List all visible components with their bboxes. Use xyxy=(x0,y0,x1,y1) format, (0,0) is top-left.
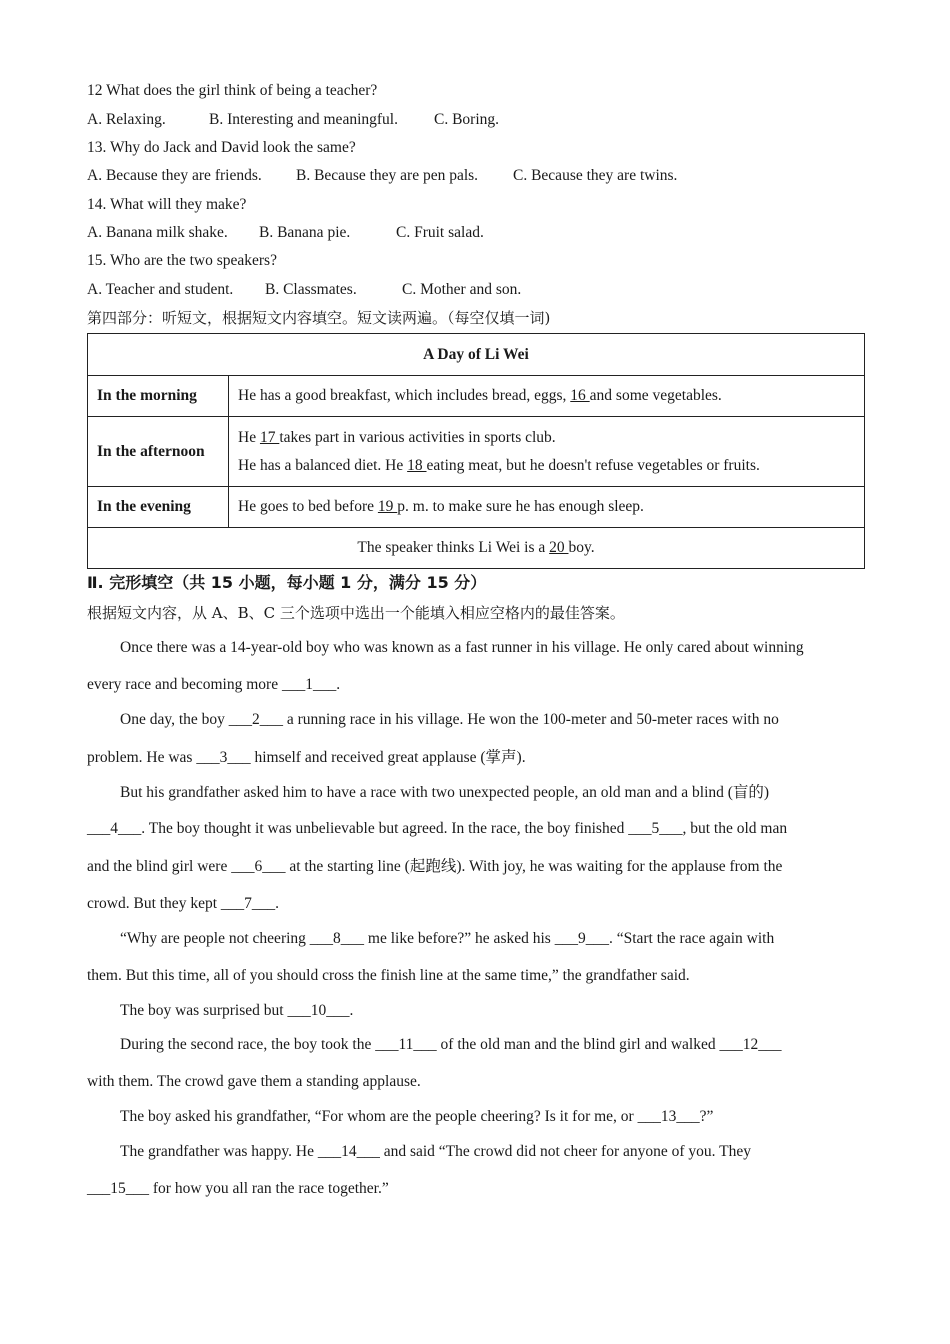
passage-line-16: ___15___ for how you all ran the race together.” xyxy=(87,1180,389,1197)
row-content-afternoon: He 17 takes part in various activities in sports club. He has a balanced diet. He 18 eating meat, but he doesn't refuse vegetables or fruits. xyxy=(229,417,865,487)
q13-option-a: A. Because they are friends. xyxy=(87,167,262,184)
q12-option-c: C. Boring. xyxy=(434,111,500,128)
row-content-morning: He has a good breakfast, which includes bread, eggs, 16 and some vegetables. xyxy=(229,376,865,417)
row-label-evening: In the evening xyxy=(88,487,229,528)
blank-18: 18 xyxy=(407,456,427,474)
passage-line-2: every race and becoming more ___1___. xyxy=(87,676,341,693)
question-15: 15. Who are the two speakers? xyxy=(87,252,277,269)
passage-line-12: During the second race, the boy took the ___11___ of the old man and the blind girl and walked ___12___ xyxy=(120,1036,782,1053)
passage-line-13: with them. The crowd gave them a standing applause. xyxy=(87,1073,421,1090)
passage-line-1: Once there was a 14-year-old boy who was known as a fast runner in his village. He only cared about winning xyxy=(120,639,804,656)
q14-option-c: C. Fruit salad. xyxy=(396,224,484,241)
q14-option-a: A. Banana milk shake. xyxy=(87,224,228,241)
q13-option-c: C. Because they are twins. xyxy=(513,167,678,184)
passage-line-9: “Why are people not cheering ___8___ me like before?” he asked his ___9___. “Start the race again with xyxy=(120,930,775,947)
question-12: 12 What does the girl think of being a teacher? xyxy=(87,82,378,99)
passage-line-7: and the blind girl were ___6___ at the starting line (起跑线). With joy, he was waiting for the applause from the xyxy=(87,858,783,875)
blank-20: 20 xyxy=(549,539,569,556)
passage-line-3: One day, the boy ___2___ a running race in his village. He won the 100-meter and 50-meter races with no xyxy=(120,711,779,728)
passage-line-15: The grandfather was happy. He ___14___ and said “The crowd did not cheer for anyone of you. They xyxy=(120,1143,751,1160)
table-title: A Day of Li Wei xyxy=(88,334,865,376)
question-13: 13. Why do Jack and David look the same? xyxy=(87,139,356,156)
row-content-evening: He goes to bed before 19 p. m. to make sure he has enough sleep. xyxy=(229,487,865,528)
passage-line-5: But his grandfather asked him to have a race with two unexpected people, an old man and a blind (盲的) xyxy=(120,784,770,801)
cloze-heading: Ⅱ. 完形填空（共 15 小题，每小题 1 分，满分 15 分） xyxy=(87,573,487,592)
table-row xyxy=(88,417,865,487)
passage-line-8: crowd. But they kept ___7___. xyxy=(87,895,280,912)
table-row xyxy=(88,376,865,417)
li-wei-table xyxy=(87,333,865,569)
table-row xyxy=(88,487,865,528)
q13-option-b: B. Because they are pen pals. xyxy=(296,167,479,184)
q12-option-b: B. Interesting and meaningful. xyxy=(209,111,398,128)
passage-line-4: problem. He was ___3___ himself and received great applause (掌声). xyxy=(87,749,526,766)
blank-17: 17 xyxy=(259,428,280,446)
passage-line-6: ___4___. The boy thought it was unbelievable but agreed. In the race, the boy finished ___5___, but the old man xyxy=(87,820,788,837)
q12-option-a: A. Relaxing. xyxy=(87,111,166,128)
q15-option-c: C. Mother and son. xyxy=(402,281,522,298)
blank-19: 19 xyxy=(377,498,398,515)
q14-option-b: B. Banana pie. xyxy=(259,224,351,241)
cloze-instruction: 根据短文内容，从 A、B、C 三个选项中选出一个能填入相应空格内的最佳答案。 xyxy=(87,604,625,622)
q15-option-a: A. Teacher and student. xyxy=(87,281,234,298)
row-summary: The speaker thinks Li Wei is a 20 boy. xyxy=(88,528,865,569)
passage-line-14: The boy asked his grandfather, “For whom are the people cheering? Is it for me, or ___13___?” xyxy=(120,1108,714,1125)
table-row xyxy=(88,528,865,569)
row-label-afternoon: In the afternoon xyxy=(88,417,229,487)
row-label-morning: In the morning xyxy=(88,376,229,417)
question-14: 14. What will they make? xyxy=(87,196,247,213)
passage-line-10: them. But this time, all of you should cross the finish line at the same time,” the grandfather said. xyxy=(87,967,690,984)
blank-16: 16 xyxy=(570,387,590,404)
q15-option-b: B. Classmates. xyxy=(265,281,357,298)
part4-instruction: 第四部分：听短文，根据短文内容填空。短文读两遍。（每空仅填一词) xyxy=(87,309,551,327)
passage-line-11: The boy was surprised but ___10___. xyxy=(120,1002,354,1019)
